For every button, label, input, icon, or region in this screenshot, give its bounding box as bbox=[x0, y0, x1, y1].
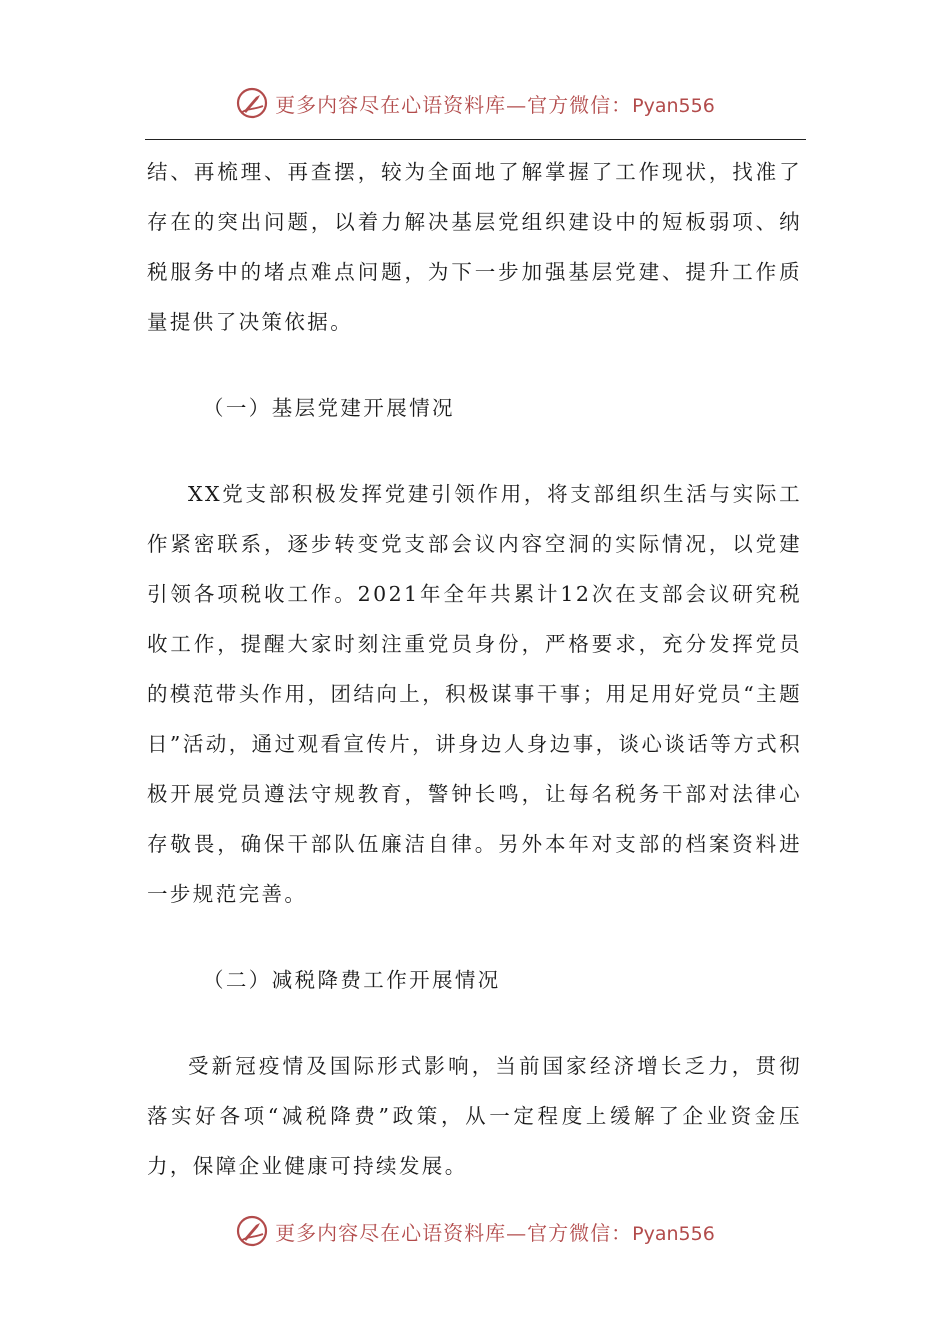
paragraph-1: XX党支部积极发挥党建引领作用，将支部组织生活与实际工作紧密联系，逐步转变党支部会议内容空洞的实际情况，以党建引领各项税收工作。2021年全年共累计12次在支部会议研究税收工作，提醒大家时刻注重党员身份，严格要求，充分发挥党员的模范带头作用，团结向上，积极谋事干事；用足用好党员“主题日”活动，通过观看宣传片，讲身边人身边事，谈心谈话等方式积极开展党员遵法守规教育，警钟长鸣，让每名税务干部对法律心存敬畏，确保干部队伍廉洁自律。另外本年对支部的档案资料进一步规范完善。 bbox=[147, 482, 802, 906]
document-body bbox=[147, 147, 802, 1191]
header-banner bbox=[0, 83, 950, 123]
section-heading-2: （二）减税降费工作开展情况 bbox=[203, 968, 501, 992]
spacer bbox=[147, 347, 802, 383]
paragraph-intro: 结、再梳理、再查摆，较为全面地了解掌握了工作现状，找准了存在的突出问题，以着力解决基层党组织建设中的短板弱项、纳税服务中的堵点难点问题，为下一步加强基层党建、提升工作质量提供了决策依据。 bbox=[147, 160, 802, 334]
banner-wechat-id: Pyan556 bbox=[632, 1222, 715, 1245]
banner-wechat-id: Pyan556 bbox=[632, 94, 715, 117]
banner-label: 更多内容尽在心语资料库—官方微信： bbox=[275, 1220, 633, 1245]
banner-text bbox=[275, 1217, 715, 1246]
section-heading-1: （一）基层党建开展情况 bbox=[203, 396, 455, 420]
footer-banner bbox=[0, 1211, 950, 1251]
pen-nib-circle-icon bbox=[235, 1214, 269, 1248]
spacer bbox=[147, 1005, 802, 1041]
banner-label: 更多内容尽在心语资料库—官方微信： bbox=[275, 92, 633, 117]
spacer bbox=[147, 919, 802, 955]
pen-nib-circle-icon bbox=[235, 86, 269, 120]
paragraph-2: 受新冠疫情及国际形式影响，当前国家经济增长乏力，贯彻落实好各项“减税降费”政策，从一定程度上缓解了企业资金压力，保障企业健康可持续发展。 bbox=[147, 1054, 802, 1178]
header-divider bbox=[145, 139, 806, 140]
spacer bbox=[147, 433, 802, 469]
banner-text bbox=[275, 89, 715, 118]
